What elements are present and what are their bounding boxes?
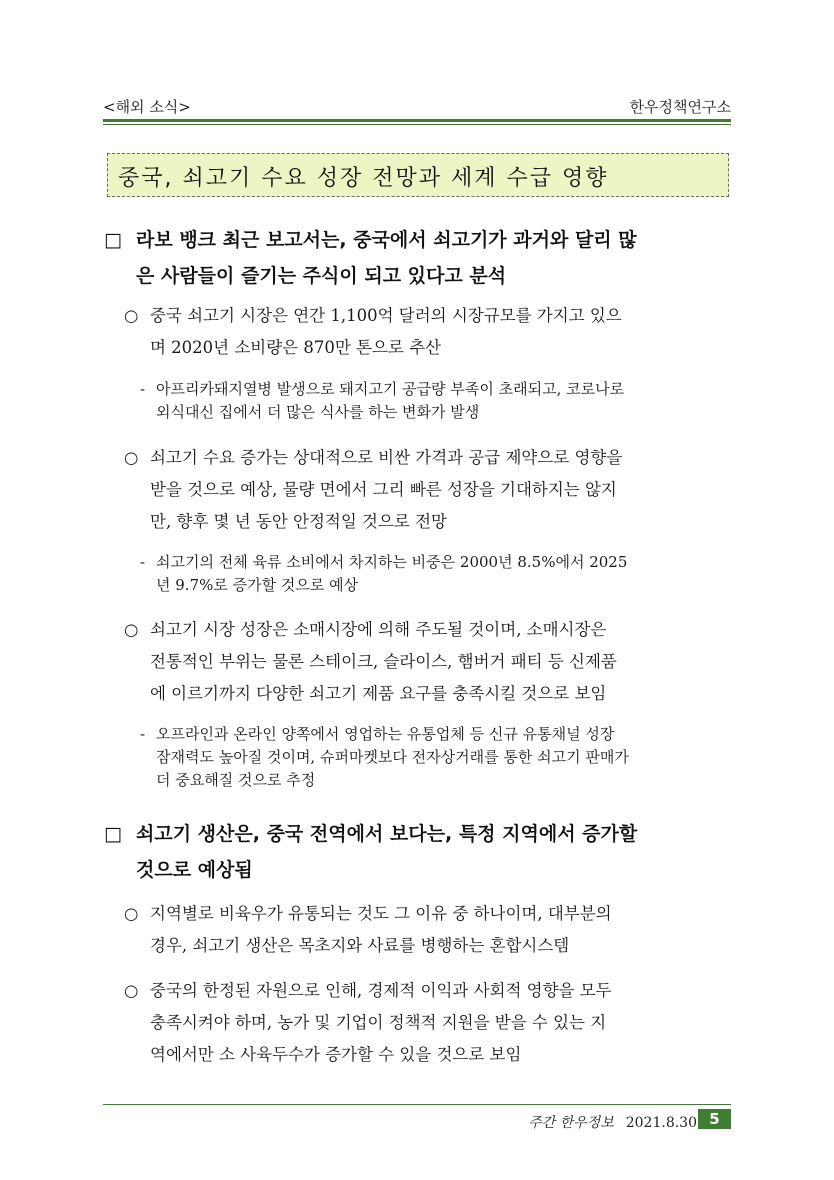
sub-bullet-line: 쇠고기의 전체 육류 소비에서 차지하는 비중은 2000년 8.5%에서 2025	[156, 553, 628, 571]
section-label: <해외 소식>	[103, 98, 191, 116]
bullet-line: 쇠고기 수요 증가는 상대적으로 비싼 가격과 공급 제약으로 영향을	[150, 448, 623, 467]
heading-line: 라보 뱅크 최근 보고서는, 중국에서 쇠고기가 과거와 달리 많	[136, 229, 637, 251]
bullet-line: 중국의 한정된 자원으로 인해, 경제적 이익과 사회적 영향을 모두	[150, 981, 612, 1000]
bullet-line: 받을 것으로 예상, 물량 면에서 그리 빠른 성장을 기대하지는 않지	[150, 480, 617, 499]
dash-bullet: -	[140, 553, 146, 571]
bullet-line: 중국 쇠고기 시장은 연간 1,100억 달러의 시장규모를 가지고 있으	[150, 306, 622, 325]
page-number: 5	[698, 1109, 731, 1129]
square-bullet-icon: □	[104, 823, 122, 845]
circle-bullet-icon: ○	[124, 448, 139, 467]
bullet-line: 에 이르기까지 다양한 쇠고기 제품 요구를 충족시킬 것으로 보임	[150, 684, 607, 703]
sub-bullet-line: 더 중요해질 것으로 추정	[156, 771, 316, 789]
article-title-box	[107, 153, 729, 197]
circle-bullet-icon: ○	[124, 904, 139, 923]
dash-bullet: -	[140, 380, 146, 398]
sub-bullet-line: 잠재력도 높아질 것이며, 슈퍼마켓보다 전자상거래를 통한 쇠고기 판매가	[156, 748, 629, 766]
sub-bullet-line: 년 9.7%로 증가할 것으로 예상	[156, 576, 359, 594]
bullet-line: 만, 향후 몇 년 동안 안정적일 것으로 전망	[150, 512, 447, 531]
page-header	[103, 96, 731, 118]
circle-bullet-icon: ○	[124, 306, 139, 325]
sub-bullet-line: 오프라인과 온라인 양쪽에서 영업하는 유통업체 등 신규 유통채널 성장	[156, 725, 615, 743]
circle-bullet-icon: ○	[124, 981, 139, 1000]
heading-line: 쇠고기 생산은, 중국 전역에서 보다는, 특정 지역에서 증가할	[136, 823, 638, 845]
bullet-line: 역에서만 소 사육두수가 증가할 수 있을 것으로 보임	[150, 1045, 522, 1064]
circle-bullet-icon: ○	[124, 620, 139, 639]
bullet-line: 충족시켜야 하며, 농가 및 기업이 정책적 지원을 받을 수 있는 지	[150, 1013, 607, 1032]
page-footer	[528, 1112, 697, 1132]
organization-name: 한우정책연구소	[629, 98, 731, 116]
bullet-line: 전통적인 부위는 물론 스테이크, 슬라이스, 햄버거 패티 등 신제품	[150, 652, 617, 671]
heading-line: 은 사람들이 즐기는 주식이 되고 있다고 분석	[136, 265, 507, 287]
bullet-line: 지역별로 비육우가 유통되는 것도 그 이유 중 하나이며, 대부분의	[150, 904, 612, 923]
publication-name: 주간 한우정보	[528, 1115, 614, 1131]
sub-bullet-line: 외식대신 집에서 더 많은 식사를 하는 변화가 발생	[156, 403, 480, 421]
bullet-line: 경우, 쇠고기 생산은 목초지와 사료를 병행하는 혼합시스템	[150, 936, 570, 955]
dash-bullet: -	[140, 725, 146, 743]
bullet-line: 쇠고기 시장 성장은 소매시장에 의해 주도될 것이며, 소매시장은	[150, 620, 607, 639]
header-rule-thin	[103, 124, 731, 125]
footer-rule	[103, 1104, 731, 1105]
article-title: 중국, 쇠고기 수요 성장 전망과 세계 수급 영향	[118, 166, 609, 191]
publication-date: 2021.8.30	[625, 1115, 697, 1131]
sub-bullet-line: 아프리카돼지열병 발생으로 돼지고기 공급량 부족이 초래되고, 코로나로	[156, 380, 625, 398]
bullet-line: 며 2020년 소비량은 870만 톤으로 추산	[150, 338, 441, 357]
heading-line: 것으로 예상됨	[136, 859, 253, 881]
header-rule-thick	[103, 119, 731, 122]
square-bullet-icon: □	[104, 229, 122, 251]
